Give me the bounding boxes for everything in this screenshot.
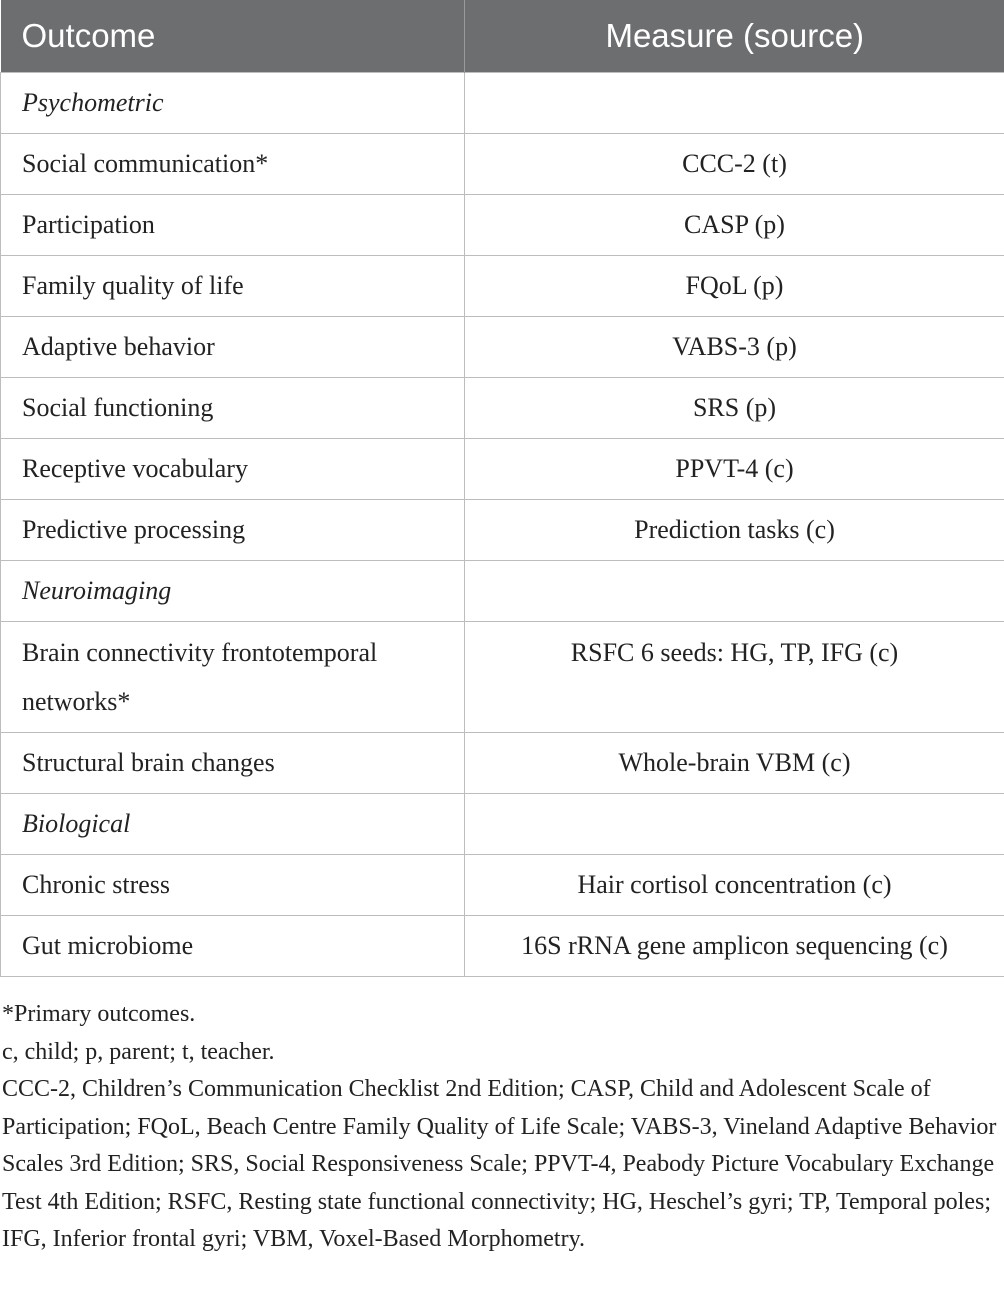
measure-cell — [465, 73, 1004, 134]
table-row — [1, 733, 1004, 794]
section-label: Psychometric — [1, 73, 465, 134]
table-row — [1, 500, 1004, 561]
table-footnotes — [2, 996, 997, 1259]
table-section-row — [1, 73, 1004, 134]
outcome-cell: Adaptive behavior — [1, 317, 465, 378]
outcome-cell: Family quality of life — [1, 256, 465, 317]
footnote-primary-outcomes: *Primary outcomes. — [2, 1001, 196, 1027]
table-row — [1, 439, 1004, 500]
table-header-row — [1, 0, 1004, 73]
column-header-outcome: Outcome — [1, 0, 465, 73]
table-row — [1, 916, 1004, 977]
footnote-abbreviations: CCC-2, Children’s Communication Checklist 2nd Edition; CASP, Child and Adolescent Scale of Participation; FQoL, Beach Centre Family Quality of Life Scale; VABS-3, Vineland Adaptive Behavior Scales 3rd Edition; SRS, Social Responsiveness Scale; PPVT-4, Peabody Picture Vocabulary Exchange Test 4th Edition; RSFC, Resting state functional connectivity; HG, Heschel’s gyri; TP, Temporal poles; IFG, Inferior frontal gyri; VBM, Voxel-Based Morphometry. — [2, 1076, 997, 1252]
measure-cell: CCC-2 (t) — [465, 134, 1004, 195]
section-label: Neuroimaging — [1, 561, 465, 622]
outcome-cell: Predictive processing — [1, 500, 465, 561]
measure-cell: 16S rRNA gene amplicon sequencing (c) — [465, 916, 1004, 977]
table-row — [1, 134, 1004, 195]
table-section-row — [1, 794, 1004, 855]
outcome-cell: Participation — [1, 195, 465, 256]
table-body — [1, 73, 1004, 977]
table-section-row — [1, 561, 1004, 622]
measure-cell: Hair cortisol concentration (c) — [465, 855, 1004, 916]
outcome-cell: Social communication* — [1, 134, 465, 195]
outcome-cell: Chronic stress — [1, 855, 465, 916]
measure-cell: VABS-3 (p) — [465, 317, 1004, 378]
measure-cell: CASP (p) — [465, 195, 1004, 256]
footnote-source-key: c, child; p, parent; t, teacher. — [2, 1038, 275, 1065]
outcome-cell: Gut microbiome — [1, 916, 465, 977]
measure-cell: PPVT-4 (c) — [465, 439, 1004, 500]
outcome-cell: Structural brain changes — [1, 733, 465, 794]
outcome-cell: Receptive vocabulary — [1, 439, 465, 500]
table-row — [1, 195, 1004, 256]
outcome-cell: Social functioning — [1, 378, 465, 439]
measure-cell: FQoL (p) — [465, 256, 1004, 317]
table-row — [1, 622, 1004, 733]
measure-cell: SRS (p) — [465, 378, 1004, 439]
section-label: Biological — [1, 794, 465, 855]
measure-cell — [465, 561, 1004, 622]
table-row — [1, 378, 1004, 439]
table-row — [1, 855, 1004, 916]
table-row — [1, 317, 1004, 378]
outcome-cell: Brain connectivity frontotemporal networks* — [1, 622, 465, 733]
table-row — [1, 256, 1004, 317]
measure-cell: RSFC 6 seeds: HG, TP, IFG (c) — [465, 622, 1004, 733]
measure-cell: Prediction tasks (c) — [465, 500, 1004, 561]
measure-cell: Whole-brain VBM (c) — [465, 733, 1004, 794]
column-header-measure: Measure (source) — [465, 0, 1004, 73]
measure-cell — [465, 794, 1004, 855]
